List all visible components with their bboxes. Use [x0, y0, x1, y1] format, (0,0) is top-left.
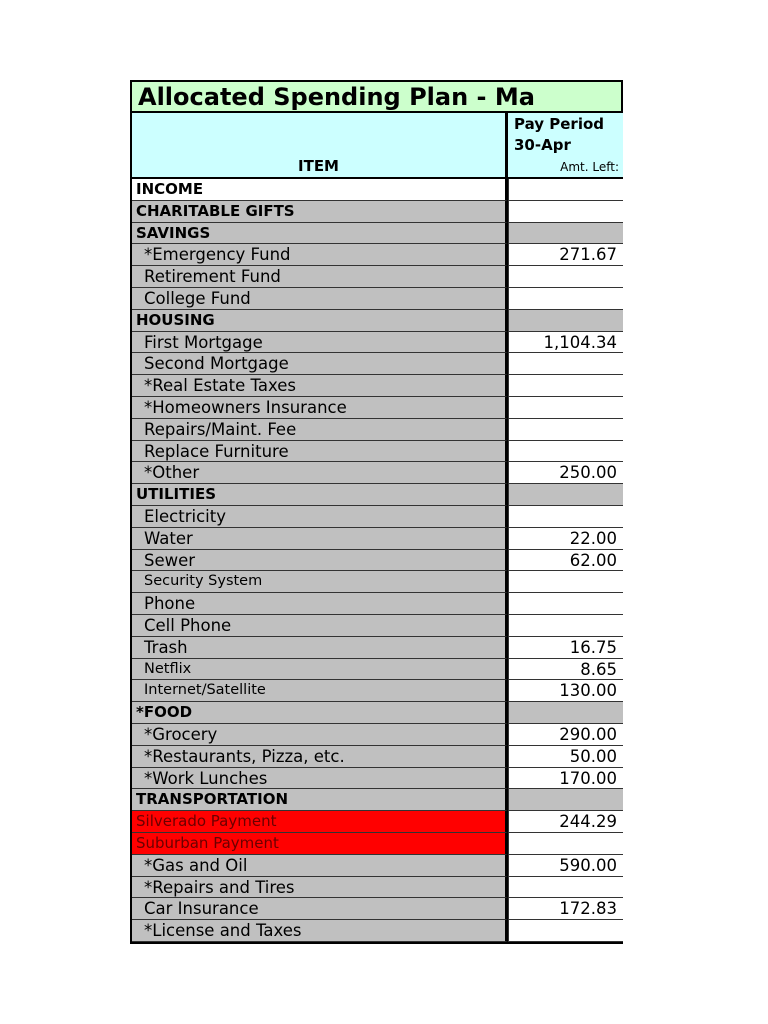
item-cell[interactable]: Security System	[132, 571, 508, 593]
table-row	[132, 528, 623, 550]
table-row	[132, 702, 623, 724]
spending-plan-sheet	[130, 80, 623, 944]
item-cell[interactable]: Sewer	[132, 550, 508, 572]
table-row	[132, 855, 623, 877]
item-cell[interactable]: Electricity	[132, 506, 508, 528]
item-cell[interactable]: Car Insurance	[132, 898, 508, 920]
amount-cell[interactable]: 1,104.34	[508, 332, 623, 354]
item-cell[interactable]: CHARITABLE GIFTS	[132, 201, 508, 223]
amount-cell[interactable]	[508, 397, 623, 419]
table-row	[132, 593, 623, 615]
table-row	[132, 724, 623, 746]
table-row	[132, 223, 623, 245]
amount-cell[interactable]	[508, 288, 623, 310]
amount-cell[interactable]	[508, 506, 623, 528]
table-row	[132, 288, 623, 310]
table-row	[132, 441, 623, 463]
table-row	[132, 768, 623, 790]
item-cell[interactable]: College Fund	[132, 288, 508, 310]
amount-cell[interactable]: 50.00	[508, 746, 623, 768]
item-cell[interactable]: Cell Phone	[132, 615, 508, 637]
table-row	[132, 201, 623, 223]
table-row	[132, 179, 623, 201]
item-cell[interactable]: *Gas and Oil	[132, 855, 508, 877]
item-column-header[interactable]	[132, 113, 508, 179]
item-cell[interactable]: Internet/Satellite	[132, 680, 508, 702]
item-cell[interactable]: *Emergency Fund	[132, 244, 508, 266]
item-cell[interactable]: UTILITIES	[132, 484, 508, 506]
amount-cell[interactable]: 16.75	[508, 637, 623, 659]
item-cell[interactable]: *Real Estate Taxes	[132, 375, 508, 397]
amount-cell[interactable]	[508, 223, 623, 245]
amount-cell[interactable]: 590.00	[508, 855, 623, 877]
amount-cell[interactable]: 250.00	[508, 462, 623, 484]
item-cell[interactable]: Second Mortgage	[132, 353, 508, 375]
item-cell[interactable]: Water	[132, 528, 508, 550]
amount-cell[interactable]: 244.29	[508, 811, 623, 833]
item-cell[interactable]: *Repairs and Tires	[132, 877, 508, 899]
table-row	[132, 266, 623, 288]
table-row	[132, 397, 623, 419]
item-cell[interactable]: TRANSPORTATION	[132, 789, 508, 811]
table-row	[132, 659, 623, 681]
budget-rows	[130, 179, 623, 944]
amount-cell[interactable]	[508, 310, 623, 332]
table-row	[132, 789, 623, 811]
amount-cell[interactable]: 290.00	[508, 724, 623, 746]
item-cell[interactable]: *Restaurants, Pizza, etc.	[132, 746, 508, 768]
item-cell[interactable]: Replace Furniture	[132, 441, 508, 463]
sheet-title: Allocated Spending Plan - Ma	[138, 83, 535, 111]
table-row	[132, 571, 623, 593]
amount-cell[interactable]	[508, 789, 623, 811]
amount-cell[interactable]	[508, 833, 623, 855]
table-row	[132, 550, 623, 572]
amount-cell[interactable]	[508, 615, 623, 637]
table-row	[132, 877, 623, 899]
item-cell[interactable]: *Other	[132, 462, 508, 484]
item-cell[interactable]: Netflix	[132, 659, 508, 681]
amount-cell[interactable]	[508, 179, 623, 201]
title-cell[interactable]	[130, 80, 623, 113]
amount-left-label: Amt. Left:	[560, 160, 619, 174]
table-row	[132, 898, 623, 920]
table-row	[132, 811, 623, 833]
item-cell[interactable]: Suburban Payment	[132, 833, 508, 855]
amount-cell[interactable]	[508, 441, 623, 463]
item-cell[interactable]: First Mortgage	[132, 332, 508, 354]
item-cell[interactable]: HOUSING	[132, 310, 508, 332]
table-row	[132, 615, 623, 637]
table-row	[132, 310, 623, 332]
table-row	[132, 419, 623, 441]
header-row	[130, 113, 623, 179]
amount-cell[interactable]: 271.67	[508, 244, 623, 266]
table-row	[132, 462, 623, 484]
table-row	[132, 920, 623, 942]
amount-cell[interactable]	[508, 920, 623, 942]
pay-period-column-header[interactable]	[508, 113, 623, 179]
table-row	[132, 746, 623, 768]
table-row	[132, 637, 623, 659]
item-cell[interactable]: Phone	[132, 593, 508, 615]
amount-cell[interactable]: 62.00	[508, 550, 623, 572]
table-row	[132, 833, 623, 855]
table-row	[132, 244, 623, 266]
table-row	[132, 332, 623, 354]
table-row	[132, 506, 623, 528]
item-cell[interactable]: *License and Taxes	[132, 920, 508, 942]
item-cell[interactable]: *FOOD	[132, 702, 508, 724]
amount-cell[interactable]: 130.00	[508, 680, 623, 702]
amount-cell[interactable]: 170.00	[508, 768, 623, 790]
amount-cell[interactable]	[508, 702, 623, 724]
amount-cell[interactable]	[508, 353, 623, 375]
item-cell[interactable]: INCOME	[132, 179, 508, 201]
item-cell[interactable]: Retirement Fund	[132, 266, 508, 288]
pay-period-date: 30-Apr	[514, 136, 571, 154]
amount-cell[interactable]	[508, 571, 623, 593]
amount-cell[interactable]	[508, 877, 623, 899]
table-row	[132, 375, 623, 397]
pay-period-label: Pay Period	[514, 115, 604, 133]
amount-cell[interactable]	[508, 593, 623, 615]
item-header-label: ITEM	[298, 157, 339, 175]
amount-cell[interactable]: 22.00	[508, 528, 623, 550]
item-cell[interactable]: Repairs/Maint. Fee	[132, 419, 508, 441]
table-row	[132, 353, 623, 375]
amount-cell[interactable]: 8.65	[508, 659, 623, 681]
amount-cell[interactable]	[508, 266, 623, 288]
amount-cell[interactable]	[508, 484, 623, 506]
item-cell[interactable]: *Homeowners Insurance	[132, 397, 508, 419]
item-cell[interactable]: Silverado Payment	[132, 811, 508, 833]
amount-cell[interactable]	[508, 201, 623, 223]
item-cell[interactable]: *Work Lunches	[132, 768, 508, 790]
amount-cell[interactable]	[508, 375, 623, 397]
item-cell[interactable]: *Grocery	[132, 724, 508, 746]
table-row	[132, 484, 623, 506]
table-row	[132, 680, 623, 702]
amount-cell[interactable]	[508, 419, 623, 441]
amount-cell[interactable]: 172.83	[508, 898, 623, 920]
item-cell[interactable]: Trash	[132, 637, 508, 659]
item-cell[interactable]: SAVINGS	[132, 223, 508, 245]
